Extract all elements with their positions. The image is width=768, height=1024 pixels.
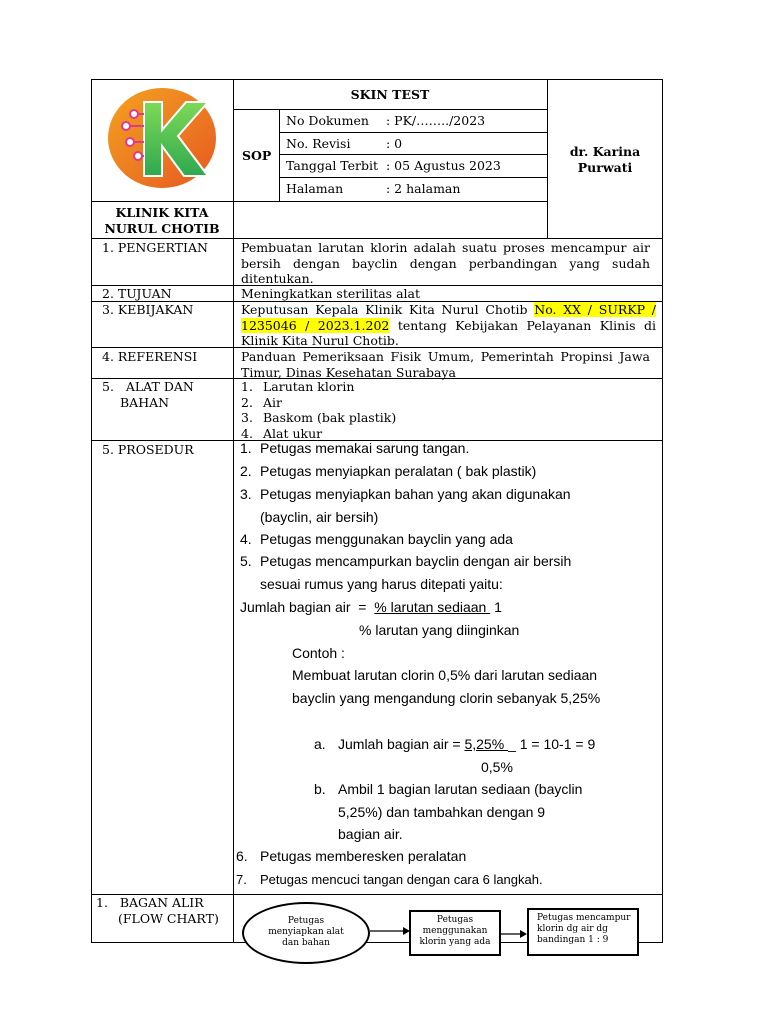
document-title: SKIN TEST (350, 87, 430, 102)
meta-value-no-dokumen: : PK/……../2023 (386, 113, 486, 128)
label-alat-line2: BAHAN (120, 395, 170, 410)
label-prosedur: 5. PROSEDUR (102, 442, 194, 457)
contoh-text-2: bayclin yang mengandung clorin sebanyak 5,25% (292, 690, 601, 706)
list-item: 2. Air (241, 394, 283, 410)
prosedur-step-5: 5. Petugas mencampurkan bayclin dengan air bersih (240, 553, 572, 569)
alat-list (241, 379, 396, 441)
prosedur-step-4: 4. Petugas menggunakan bayclin yang ada (240, 531, 513, 547)
list-item: 1. Larutan klorin (241, 379, 355, 394)
flow-node-prepare: Petugas menyiapkan alat dan bahan (242, 902, 370, 964)
label-kebijakan: 3. KEBIJAKAN (102, 302, 194, 317)
meta-value-tanggal-terbit: : 05 Agustus 2023 (386, 158, 501, 173)
example-b: b. Ambil 1 bagian larutan sediaan (bayclin (314, 781, 583, 797)
list-item: 3. Baskom (bak plastik) (241, 410, 397, 425)
flow-arrow-1 (370, 922, 410, 934)
example-b-line2: 5,25%) dan tambahkan dengan 9 (338, 804, 546, 820)
flow-node-mix: Petugas mencampur klorin dg air dg bandingan 1 : 9 (527, 908, 639, 956)
label-tujuan: 2. TUJUAN (102, 286, 172, 301)
label-bagan-line2: (FLOW CHART) (118, 911, 219, 926)
prosedur-step-2: 2. Petugas menyiapkan peralatan ( bak plastik) (240, 463, 537, 479)
text-kebijakan (241, 302, 656, 349)
contoh-text-1: Membuat larutan clorin 0,5% dari larutan sediaan (292, 667, 598, 683)
kebijakan-text-after: tentang Kebijakan Pelayanan Klinis di Klinik Kita Nurul Chotib. (241, 317, 656, 348)
clinic-name: KLINIK KITA NURUL CHOTIB (104, 205, 220, 236)
prosedur-step-1: 1. Petugas memakai sarung tangan. (240, 440, 470, 456)
meta-label-no-revisi: No. Revisi (286, 136, 351, 151)
label-alat-line1: 5. ALAT DAN (102, 379, 194, 394)
kebijakan-highlight: No. XX / SURKP / 1235046 / 2023.1.202 (241, 302, 656, 333)
flow-node-use-chlorine: Petugas menggunakan klorin yang ada (409, 910, 501, 956)
kebijakan-text-before: Keputusan Kepala Klinik Kita Nurul Chotib (241, 302, 535, 317)
example-a-denominator: 0,5% (481, 759, 513, 775)
flow-arrow-2 (501, 925, 527, 937)
meta-label-halaman: Halaman (286, 181, 344, 196)
label-referensi: 4. REFERENSI (102, 349, 198, 364)
example-b-line3: bagian air. (338, 826, 403, 842)
prosedur-step-3: 3. Petugas menyiapkan bahan yang akan digunakan (240, 486, 571, 502)
text-tujuan: Meningkatkan sterilitas alat (241, 286, 420, 301)
meta-label-no-dokumen: No Dokumen (286, 113, 369, 128)
text-pengertian: Pembuatan larutan klorin adalah suatu proses mencampur air bersih dengan bayclin dengan perbandingan yang sudah ditentukan. (241, 240, 650, 286)
meta-value-halaman: : 2 halaman (386, 181, 461, 196)
prosedur-step-5-cont: sesuai rumus yang harus ditepati yaitu: (260, 576, 503, 592)
label-bagan-line1: 1. BAGAN ALIR (96, 895, 204, 910)
meta-value-no-revisi: : 0 (386, 136, 403, 151)
prosedur-step-6: 6. Petugas memberesken peralatan (236, 848, 467, 864)
meta-label-tanggal-terbit: Tanggal Terbit (286, 158, 379, 173)
label-pengertian: 1. PENGERTIAN (102, 240, 208, 255)
prosedur-step-3-cont: (bayclin, air bersih) (260, 509, 379, 525)
example-a: a. Jumlah bagian air = 5,25% _ 1 = 10-1 = 9 (314, 736, 596, 752)
doctor-name: dr. Karina Purwati (569, 144, 641, 175)
text-referensi: Panduan Pemeriksaan Fisik Umum, Pemerintah Propinsi Jawa Timur, Dinas Kesehatan Surabaya (241, 349, 650, 380)
list-item: 4. Alat ukur (241, 425, 323, 441)
formula-line: Jumlah bagian air = % larutan sediaan 1 (240, 599, 502, 615)
prosedur-step-7: 7. Petugas mencuci tangan dengan cara 6 langkah. (236, 872, 543, 887)
clinic-logo (104, 84, 220, 192)
formula-denominator: % larutan yang diinginkan (359, 622, 520, 638)
contoh-label: Contoh : (292, 645, 345, 661)
sop-label: SOP (242, 148, 272, 163)
